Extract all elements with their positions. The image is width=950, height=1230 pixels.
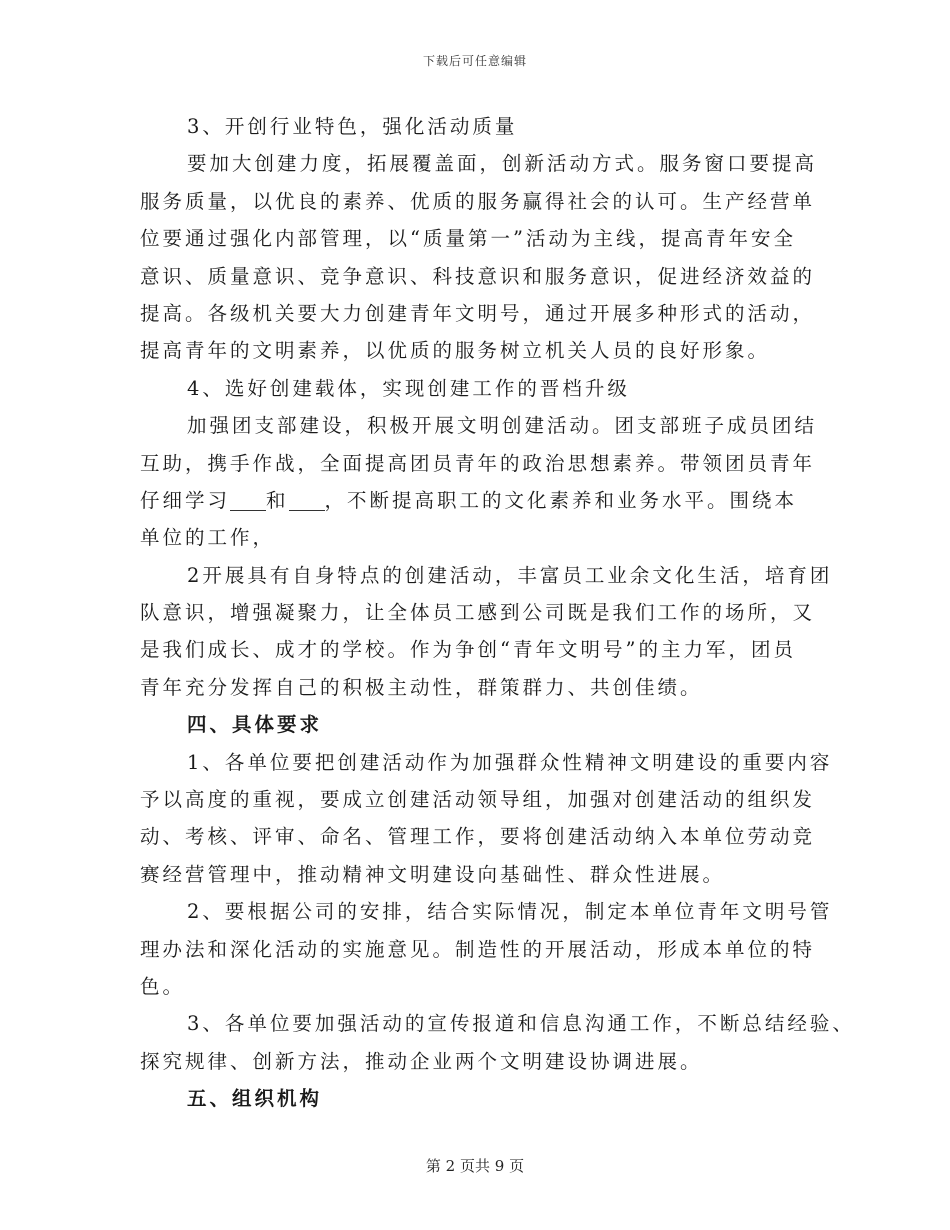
paragraph-line: 提高。各级机关要大力创建青年文明号，通过开展多种形式的活动， <box>140 301 816 325</box>
paragraph-line: 意识、质量意识、竞争意识、科技意识和服务意识，促进经济效益的 <box>140 264 816 288</box>
paragraph-line: 单位的工作， <box>140 526 276 550</box>
paragraph-line: 青年充分发挥自己的积极主动性，群策群力、共创佳绩。 <box>140 675 703 699</box>
paragraph-line: 动、考核、评审、命名、管理工作，要将创建活动纳入本单位劳动竞 <box>140 825 816 849</box>
section-heading-4: 4、选好创建载体，实现创建工作的晋档升级 <box>187 376 630 400</box>
fill-in-blank <box>230 490 266 511</box>
paragraph-line: 色。 <box>140 974 186 998</box>
paragraph-line: 2、要根据公司的安排，结合实际情况，制定本单位青年文明号管 <box>187 900 833 924</box>
document-body <box>140 108 855 1118</box>
page-footer: 第 2 页共 9 页 <box>425 1157 525 1175</box>
text-segment: 仔细学习 <box>140 488 231 512</box>
paragraph-line: 3、各单位要加强活动的宣传报道和信息沟通工作，不断总结经验、 <box>187 1012 855 1036</box>
paragraph-line: 加强团支部建设，积极开展文明创建活动。团支部班子成员团结 <box>187 414 818 438</box>
paragraph-line: 1、各单位要把创建活动作为加强群众性精神文明建设的重要内容 <box>187 750 833 774</box>
paragraph-line: 提高青年的文明素养，以优质的服务树立机关人员的良好形象。 <box>140 339 771 363</box>
paragraph-line: 探究规律、创新方法，推动企业两个文明建设协调进展。 <box>140 1049 703 1073</box>
section-heading-four: 四、具体要求 <box>187 713 323 737</box>
text-segment: ，不断提高职工的文化素养和业务水平。围绕本 <box>324 488 798 512</box>
paragraph-line: 位要通过强化内部管理，以“质量第一”活动为主线，提高青年安全 <box>140 227 796 251</box>
paragraph-line: 理办法和深化活动的实施意见。制造性的开展活动，形成本单位的特 <box>140 937 816 961</box>
section-heading-five: 五、组织机构 <box>187 1087 323 1111</box>
text-segment: 和 <box>266 488 289 512</box>
page-header: 下载后可任意编辑 <box>422 54 527 68</box>
paragraph-line-with-blanks <box>140 482 810 519</box>
section-heading-3: 3、开创行业特色，强化活动质量 <box>187 115 518 138</box>
paragraph-line: 要加大创建力度，拓展覆盖面，创新活动方式。服务窗口要提高 <box>187 152 818 176</box>
paragraph-line: 是我们成长、成才的学校。作为争创“青年文明号”的主力军，团员 <box>140 638 796 662</box>
paragraph-line: 赛经营管理中，推动精神文明建设向基础性、群众性进展。 <box>140 862 726 886</box>
paragraph-line: 队意识，增强凝聚力，让全体员工感到公司既是我们工作的场所，又 <box>140 601 816 625</box>
paragraph-line: 互助，携手作战，全面提高团员青年的政治思想素养。带领团员青年 <box>140 451 816 475</box>
paragraph-line: 服务质量，以优良的素养、优质的服务赢得社会的认可。生产经营单 <box>140 189 816 213</box>
paragraph-line: 予以高度的重视，要成立创建活动领导组，加强对创建活动的组织发 <box>140 788 816 812</box>
paragraph-line: 2开展具有自身特点的创建活动，丰富员工业余文化生活，培育团 <box>187 563 833 587</box>
fill-in-blank <box>289 490 325 511</box>
